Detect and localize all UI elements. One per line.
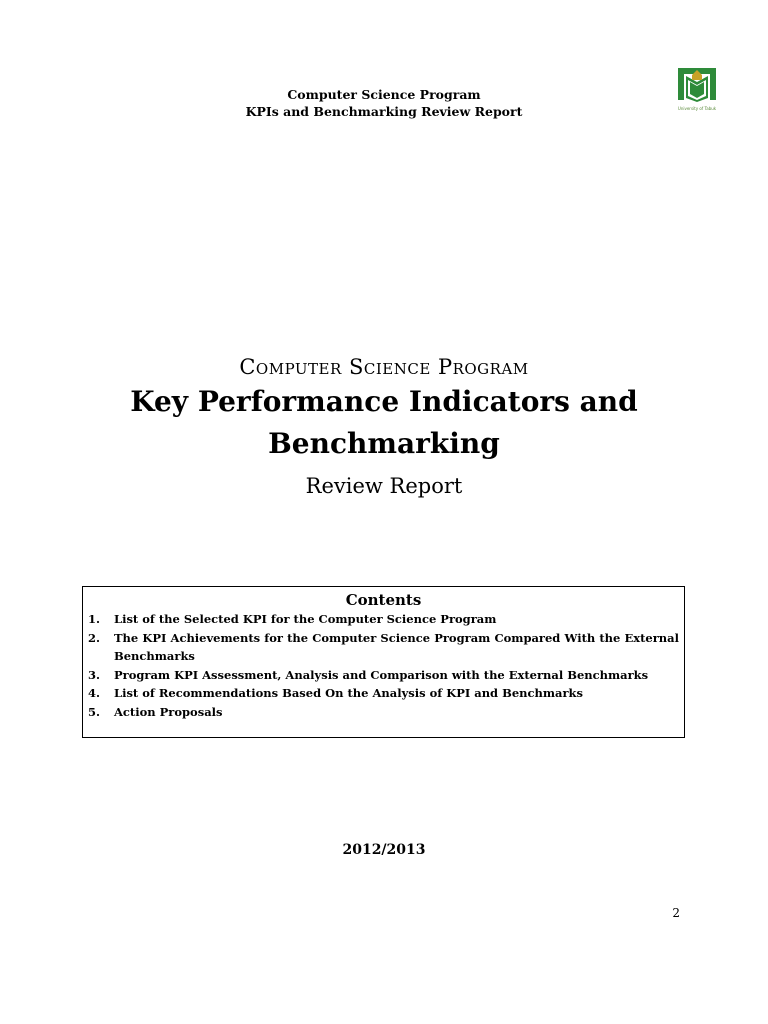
logo-graphic — [672, 66, 722, 106]
main-title-line-2: Benchmarking — [268, 427, 500, 460]
document-header — [0, 86, 768, 120]
contents-item-text: List of Recommendations Based On the Analysis of KPI and Benchmarks — [114, 686, 583, 700]
contents-item-number: 2. — [88, 630, 101, 645]
contents-item-number: 1. — [88, 612, 101, 626]
contents-item — [88, 629, 679, 666]
contents-item-text: List of the Selected KPI for the Computer Science Program — [114, 612, 497, 626]
contents-item-text: The KPI Achievements for the Computer Science Program Compared With the External Benchmarks — [114, 630, 679, 663]
main-title-line-1: Key Performance Indicators and — [130, 385, 638, 418]
contents-item-text: Program KPI Assessment, Analysis and Comparison with the External Benchmarks — [114, 667, 649, 682]
contents-item — [88, 703, 679, 722]
title-block — [0, 353, 768, 503]
contents-item-number: 3. — [88, 667, 101, 682]
header-line-report: KPIs and Benchmarking Review Report — [245, 104, 523, 119]
contents-item — [88, 684, 679, 703]
subtitle: Review Report — [305, 474, 463, 498]
academic-year: 2012/2013 — [342, 842, 426, 858]
contents-item-number: 5. — [88, 704, 101, 719]
header-line-program: Computer Science Program — [287, 87, 481, 102]
logo-caption: University of Tabuk — [677, 106, 717, 111]
contents-heading: Contents — [345, 591, 422, 609]
contents-list — [88, 610, 679, 721]
page-number: 2 — [672, 906, 680, 920]
contents-item-number: 4. — [88, 686, 101, 700]
contents-item — [88, 610, 679, 629]
contents-box — [82, 586, 685, 738]
program-title: Computer Science Program — [239, 355, 529, 379]
contents-item — [88, 666, 679, 685]
contents-item-text: Action Proposals — [114, 704, 223, 719]
university-logo-icon — [672, 66, 722, 118]
